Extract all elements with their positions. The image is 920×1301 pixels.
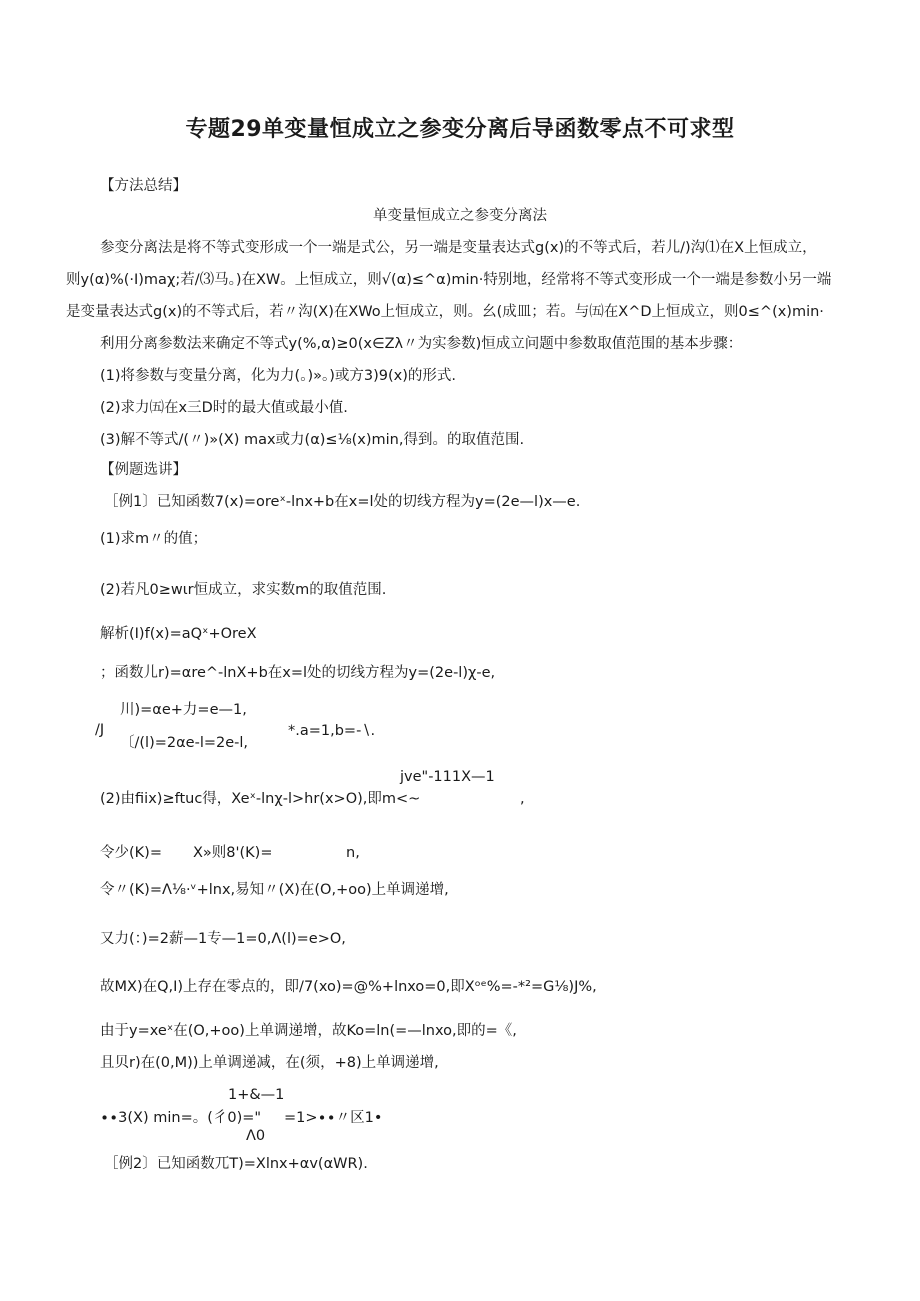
- fraction-numerator: 1+&—1: [228, 1087, 285, 1103]
- solution-line-part: =1>∙∙〃区1•: [284, 1110, 383, 1126]
- solution-line: 解析(I)f(x)=aQˣ+OreX: [100, 626, 257, 642]
- step-line: (2)求力㈤在x三D时的最大值或最小值.: [100, 400, 348, 416]
- solution-line-part: ∙∙3(X) min=。(彳0)=": [100, 1110, 262, 1126]
- method-paragraph-line: 参变分离法是将不等式变形成一个一端是式公，另一端是变量表达式g(x)的不等式后，若儿/)沟⑴在X上恒成立，: [100, 240, 817, 256]
- example-1-statement: ［例1〕已知函数7(x)=oreˣ-lnx+b在x=l处的切线方程为y=(2e—l)x—e.: [104, 494, 581, 510]
- solution-line: ；函数儿r)=αre^-lnX+b在x=l处的切线方程为y=(2e-l)χ-e,: [100, 665, 496, 681]
- example-2-statement: ［例2〕已知函数兀T)=Xlnx+αv(αWR).: [104, 1156, 368, 1172]
- solution-line: 且贝r)在(0,M))上单调递减，在(须，+8)上单调递增,: [100, 1055, 439, 1071]
- method-paragraph-line: 是变量表达式g(x)的不等式后，若〃沟(X)在XWo上恒成立，则。幺(成皿；若。与㈤在X^D上恒成立，则0≤^(x)min·: [66, 304, 824, 320]
- method-subtitle: 单变量恒成立之参变分离法: [373, 208, 547, 224]
- system-result: *.a=1,b=-∖.: [288, 723, 376, 739]
- solution-line: 故MX)在Q,I)上存在零点的，即/7(xo)=@%+lnxo=0,即Xᵒᵉ%=-*²=G⅛)J%,: [100, 979, 597, 995]
- fraction-denominator: Λ0: [246, 1128, 266, 1144]
- fraction-numerator: jve"-111X—1: [400, 769, 495, 785]
- section-method-heading: 【方法总结】: [100, 178, 187, 194]
- step-line: (1)将参数与变量分离，化为力(。)»。)或方3)9(x)的形式.: [100, 368, 456, 384]
- method-paragraph-line: 利用分离参数法来确定不等式y(%,α)≥0(x∈Zλ〃为实参数)恒成立问题中参数取值范围的基本步骤：: [100, 336, 743, 352]
- system-equation-bottom: 〔/(l)=2αe-l=2e-l,: [120, 735, 249, 751]
- page-title: 专题29单变量恒成立之参变分离后导函数零点不可求型: [185, 117, 735, 142]
- solution-line: 令〃(K)=Λ⅛·ᵛ+lnx,易知〃(X)在(O,+oo)上单调递增,: [100, 882, 449, 898]
- solution-line: 又力(：)=2薪—1专—1=0,Λ(l)=e>O,: [100, 931, 346, 947]
- solution-line-tail: ,: [520, 791, 525, 807]
- solution-line-part: n,: [346, 845, 360, 861]
- example-1-question-2: (2)若凡0≥wιr恒成立，求实数m的取值范围.: [100, 582, 387, 598]
- solution-line: 由于y=xeˣ在(O,+oo)上单调递增，故Ko=ln(=—lnxo,即的=《,: [100, 1023, 517, 1039]
- solution-line-part: X»则8'(K)=: [193, 845, 273, 861]
- system-equation-top: 川)=αe+力=e—1,: [120, 702, 247, 718]
- section-examples-heading: 【例题选讲】: [100, 462, 187, 478]
- example-1-question-1: (1)求m〃的值；: [100, 531, 208, 547]
- method-paragraph-line: 则y(α)%(·I)maχ;若/⑶马。)在XW。上恒成立，则√(α)≤^α)min·特别地，经常将不等式变形成一个一端是参数小另一端: [66, 272, 832, 288]
- solution-line-part: 令少(K)=: [100, 845, 162, 861]
- solution-line: (2)由fiix)≥ftuc得，Xeˣ-lnχ-l>hr(x>O),即m<~: [100, 791, 421, 807]
- system-brace: /J: [95, 722, 105, 738]
- step-line: (3)解不等式/(〃)»(X) max或力(α)≤⅛(x)min,得到。的取值范围.: [100, 432, 525, 448]
